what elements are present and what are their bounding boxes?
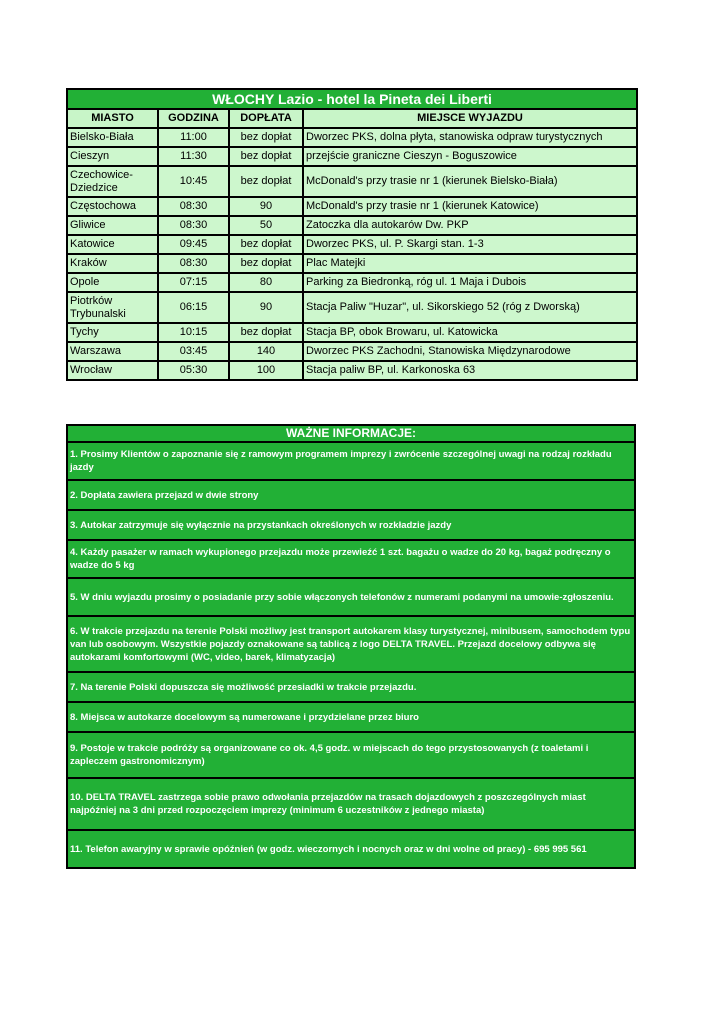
info-item: 6. W trakcie przejazdu na terenie Polski możliwy jest transport autokarem klasy turystycznej, minibusem, samochodem typu van lub osobowym. Wszystkie pojazdy oznakowane są tablicą z logo DELTA TRAVEL. Przejazd docelowy odbywa się autokarami komfortowymi (WC, video, barek, klimatyzacja)	[67, 616, 635, 672]
list-item	[67, 702, 635, 732]
cell-city: Gliwice	[67, 216, 158, 235]
cell-time: 03:45	[158, 342, 229, 361]
cell-time: 08:30	[158, 197, 229, 216]
cell-fee: 140	[229, 342, 303, 361]
cell-time: 08:30	[158, 254, 229, 273]
list-item	[67, 510, 635, 540]
cell-place: Stacja paliw BP, ul. Karkonoska 63	[303, 361, 637, 380]
cell-city: Piotrków Trybunalski	[67, 292, 158, 323]
cell-fee: 90	[229, 292, 303, 323]
list-item	[67, 442, 635, 480]
cell-time: 11:00	[158, 128, 229, 147]
table-row	[67, 254, 637, 273]
cell-place: Dworzec PKS, ul. P. Skargi stan. 1-3	[303, 235, 637, 254]
table-row	[67, 235, 637, 254]
table-row	[67, 197, 637, 216]
cell-time: 06:15	[158, 292, 229, 323]
cell-place: Plac Matejki	[303, 254, 637, 273]
cell-city: Czechowice-Dziedzice	[67, 166, 158, 197]
important-info-table	[66, 424, 636, 869]
cell-city: Bielsko-Biała	[67, 128, 158, 147]
cell-fee: bez dopłat	[229, 323, 303, 342]
schedule-body	[67, 128, 637, 380]
list-item	[67, 830, 635, 868]
table-row	[67, 166, 637, 197]
table-row	[67, 128, 637, 147]
table-row	[67, 361, 637, 380]
cell-city: Częstochowa	[67, 197, 158, 216]
cell-time: 09:45	[158, 235, 229, 254]
cell-place: Zatoczka dla autokarów Dw. PKP	[303, 216, 637, 235]
cell-time: 11:30	[158, 147, 229, 166]
cell-fee: bez dopłat	[229, 254, 303, 273]
info-item: 10. DELTA TRAVEL zastrzega sobie prawo odwołania przejazdów na trasach dojazdowych z poszczególnych miast najpóźniej na 3 dni przed rozpoczęciem imprezy (minimum 6 uczestników z jednego miasta)	[67, 778, 635, 830]
cell-place: McDonald's przy trasie nr 1 (kierunek Bielsko-Biała)	[303, 166, 637, 197]
table-row	[67, 147, 637, 166]
info-item: 1. Prosimy Klientów o zapoznanie się z ramowym programem imprezy i zwrócenie szczególnej uwagi na rodzaj rozkładu jazdy	[67, 442, 635, 480]
cell-fee: bez dopłat	[229, 147, 303, 166]
table-row	[67, 342, 637, 361]
cell-fee: 90	[229, 197, 303, 216]
info-item: 11. Telefon awaryjny w sprawie opóźnień (w godz. wieczornych i nocnych oraz w dni wolne od pracy) - 695 995 561	[67, 830, 635, 868]
cell-place: przejście graniczne Cieszyn - Boguszowice	[303, 147, 637, 166]
list-item	[67, 578, 635, 616]
cell-city: Katowice	[67, 235, 158, 254]
cell-time: 10:45	[158, 166, 229, 197]
list-item	[67, 732, 635, 778]
cell-place: Dworzec PKS Zachodni, Stanowiska Międzynarodowe	[303, 342, 637, 361]
cell-city: Warszawa	[67, 342, 158, 361]
info-item: 4. Każdy pasażer w ramach wykupionego przejazdu może przewieźć 1 szt. bagażu o wadze do 20 kg, bagaż podręczny o wadze do 5 kg	[67, 540, 635, 578]
info-body	[67, 442, 635, 868]
cell-city: Kraków	[67, 254, 158, 273]
cell-place: Dworzec PKS, dolna płyta, stanowiska odpraw turystycznych	[303, 128, 637, 147]
cell-place: Stacja BP, obok Browaru, ul. Katowicka	[303, 323, 637, 342]
cell-place: Parking za Biedronką, róg ul. 1 Maja i Dubois	[303, 273, 637, 292]
info-item: 9. Postoje w trakcie podróży są organizowane co ok. 4,5 godz. w miejscach do tego przystosowanych (z toaletami i zapleczem gastronomicznym)	[67, 732, 635, 778]
info-title: WAŻNE INFORMACJE:	[67, 425, 635, 442]
info-item: 5. W dniu wyjazdu prosimy o posiadanie przy sobie włączonych telefonów z numerami podanymi na umowie-zgłoszeniu.	[67, 578, 635, 616]
cell-time: 08:30	[158, 216, 229, 235]
column-header-place: MIEJSCE WYJAZDU	[303, 109, 637, 128]
table-row	[67, 323, 637, 342]
list-item	[67, 616, 635, 672]
info-item: 8. Miejsca w autokarze docelowym są numerowane i przydzielane przez biuro	[67, 702, 635, 732]
column-header-time: GODZINA	[158, 109, 229, 128]
cell-time: 07:15	[158, 273, 229, 292]
cell-fee: 100	[229, 361, 303, 380]
cell-fee: bez dopłat	[229, 166, 303, 197]
cell-city: Opole	[67, 273, 158, 292]
column-header-city: MIASTO	[67, 109, 158, 128]
cell-time: 05:30	[158, 361, 229, 380]
info-item: 3. Autokar zatrzymuje się wyłącznie na przystankach określonych w rozkładzie jazdy	[67, 510, 635, 540]
cell-city: Tychy	[67, 323, 158, 342]
list-item	[67, 778, 635, 830]
column-header-fee: DOPŁATA	[229, 109, 303, 128]
table-row	[67, 216, 637, 235]
schedule-header-row	[67, 109, 637, 128]
list-item	[67, 672, 635, 702]
cell-place: McDonald's przy trasie nr 1 (kierunek Katowice)	[303, 197, 637, 216]
cell-fee: 50	[229, 216, 303, 235]
cell-place: Stacja Paliw "Huzar", ul. Sikorskiego 52 (róg z Dworską)	[303, 292, 637, 323]
cell-city: Wrocław	[67, 361, 158, 380]
cell-city: Cieszyn	[67, 147, 158, 166]
list-item	[67, 480, 635, 510]
departure-schedule-table	[66, 88, 638, 381]
list-item	[67, 540, 635, 578]
cell-fee: 80	[229, 273, 303, 292]
cell-fee: bez dopłat	[229, 235, 303, 254]
table-row	[67, 292, 637, 323]
table-row	[67, 273, 637, 292]
schedule-title: WŁOCHY Lazio - hotel la Pineta dei Liberti	[67, 89, 637, 109]
info-item: 2. Dopłata zawiera przejazd w dwie strony	[67, 480, 635, 510]
cell-fee: bez dopłat	[229, 128, 303, 147]
info-item: 7. Na terenie Polski dopuszcza się możliwość przesiadki w trakcie przejazdu.	[67, 672, 635, 702]
cell-time: 10:15	[158, 323, 229, 342]
